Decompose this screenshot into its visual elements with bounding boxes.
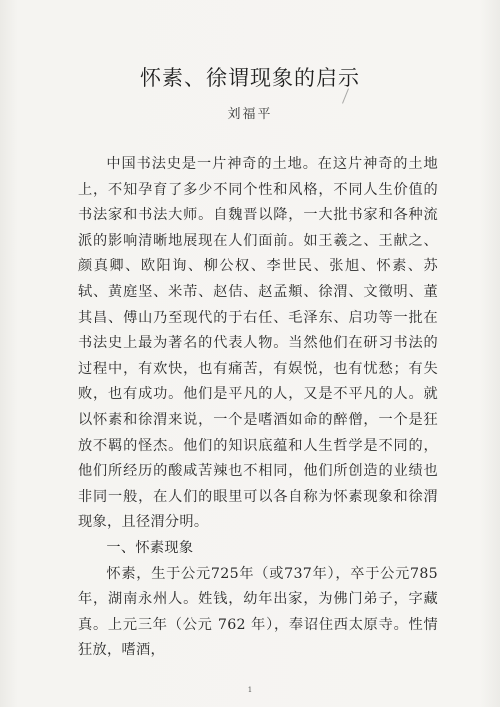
- intro-paragraph: 中国书法史是一片神奇的土地。在这片神奇的土地上，不知孕育了多少不同个性和风格，不同人生价值的书法家和书法大师。自魏晋以降，一大批书家和各种流派的影响清晰地展现在人们面前。如王羲之、王献之、颜真卿、欧阳询、柳公权、李世民、张旭、怀素、苏轼、黄庭坚、米芾、赵佶、赵孟頫、徐渭、文徵明、董其昌、傅山乃至现代的于右任、毛泽东、启功等一批在书法史上最为著名的代表人物。当然他们在研习书法的过程中，有欢快，也有痛苦，有娱悦，也有忧愁；有失败，也有成功。他们是平凡的人，又是不平凡的人。就以怀素和徐渭来说，一个是嗜酒如命的醉僧，一个是狂放不羁的怪杰。他们的知识底蕴和人生哲学是不同的，他们所经历的酸咸苦辣也不相同，他们所创造的业绩也非同一般，在人们的眼里可以各自称为怀素现象和徐渭现象，且径渭分明。: [78, 156, 438, 531]
- article-body: [78, 152, 438, 664]
- section-heading: 一、怀素现象: [106, 539, 194, 556]
- page-number: 1: [247, 686, 253, 694]
- author-name: 刘福平: [227, 107, 273, 122]
- article-title: 怀素、徐谓现象的启示: [140, 66, 360, 90]
- section-paragraph: 怀素，生于公元725年（或737年），卒于公元785年，湖南永州人。姓钱，幼年出家，为佛门弟子，字藏真。上元三年（公元 762 年），奉诏住西太原寺。性情狂放，嗜酒，: [78, 565, 438, 659]
